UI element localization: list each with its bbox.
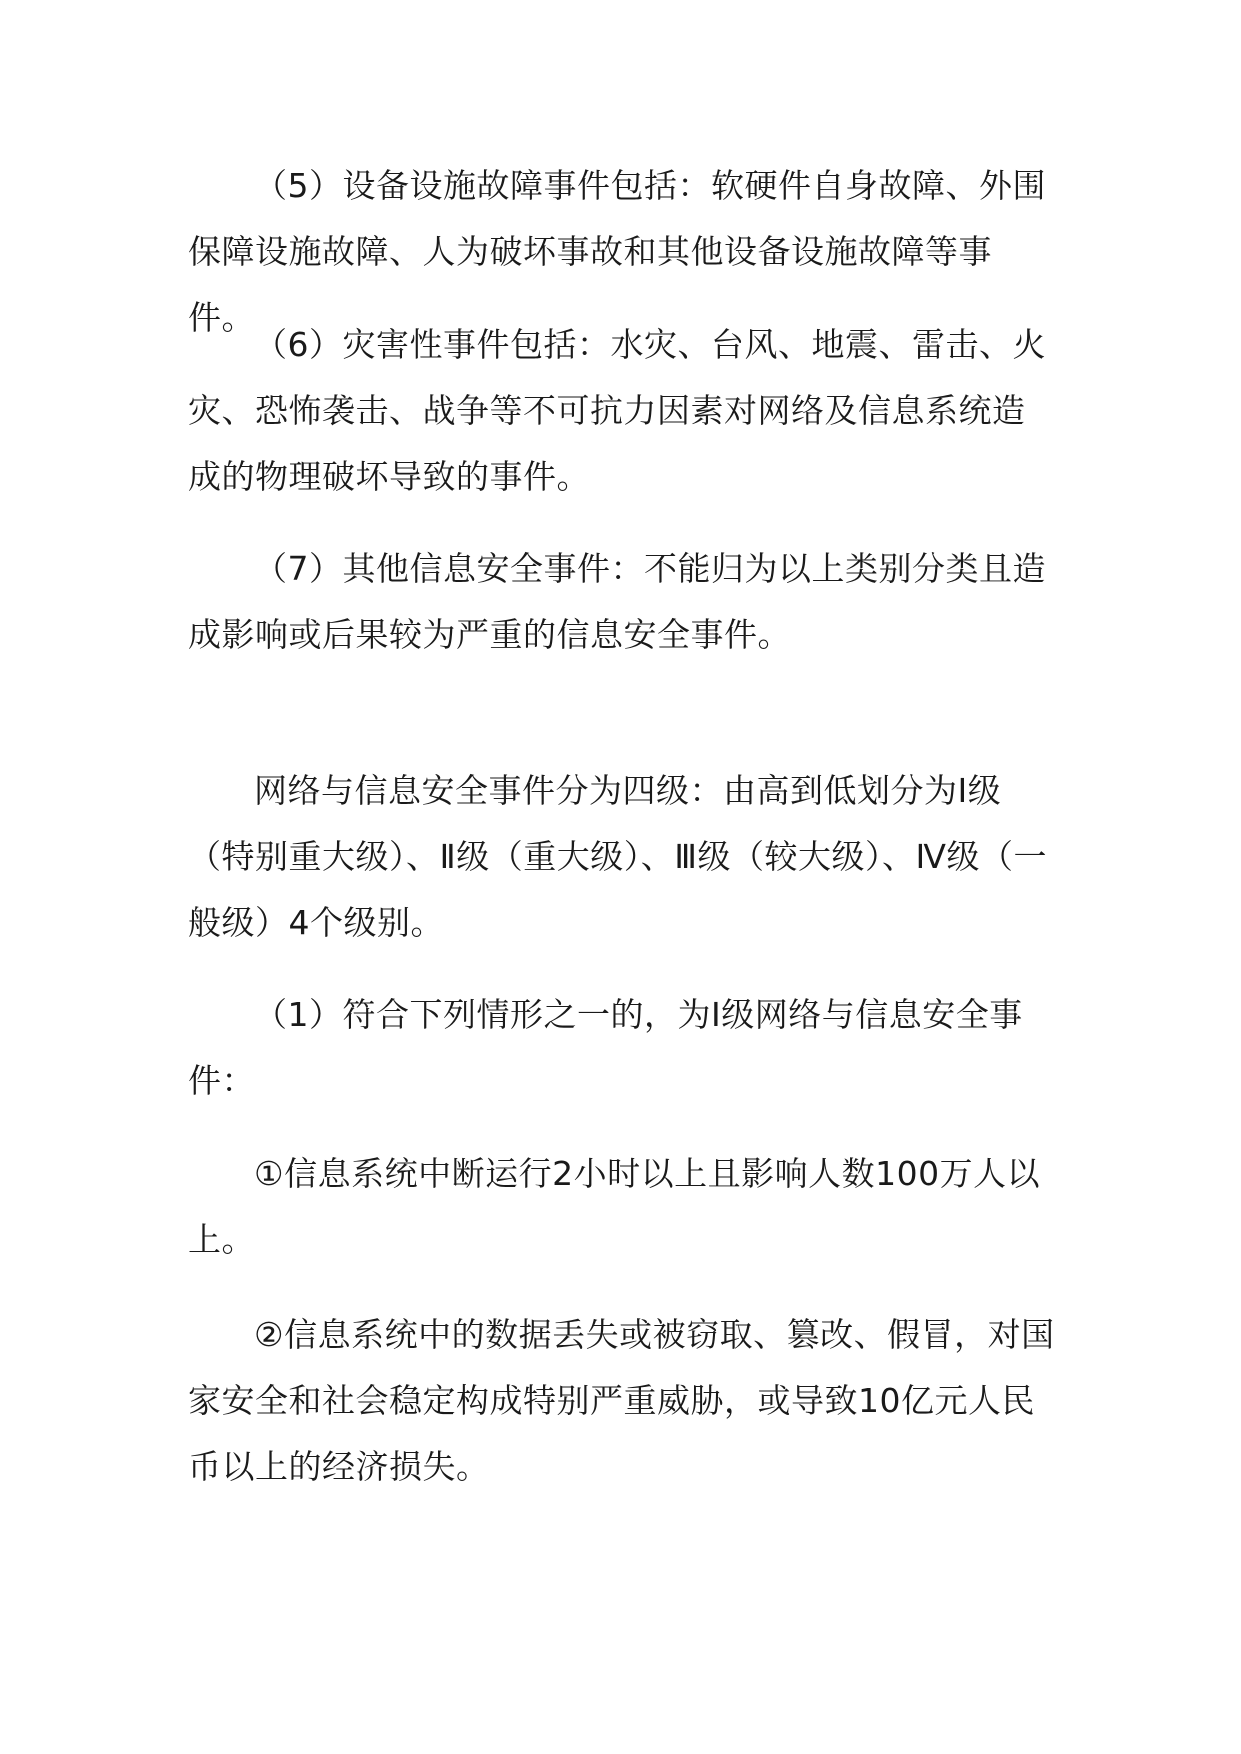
paragraph-disaster-events: （6）灾害性事件包括：水灾、台风、地震、雷击、火灾、恐怖袭击、战争等不可抗力因素对网络及信息系统造成的物理破坏导致的事件。: [188, 325, 1046, 496]
paragraph-level-one-criteria: （1）符合下列情形之一的，为Ⅰ级网络与信息安全事件：: [188, 995, 1023, 1100]
paragraph-other-events: （7）其他信息安全事件：不能归为以上类别分类且造成影响或后果较为严重的信息安全事件。: [188, 549, 1046, 654]
paragraph-equipment-failure: （5）设备设施故障事件包括：软硬件自身故障、外围保障设施故障、人为破坏事故和其他设备设施故障等事件。: [188, 166, 1046, 337]
paragraph-criterion-two: ②信息系统中的数据丢失或被窃取、篡改、假冒，对国家安全和社会稳定构成特别严重威胁，或导致10亿元人民币以上的经济损失。: [188, 1315, 1055, 1486]
paragraph-criterion-one: ①信息系统中断运行2小时以上且影响人数100万人以上。: [188, 1154, 1041, 1259]
paragraph-event-levels: 网络与信息安全事件分为四级：由高到低划分为Ⅰ级（特别重大级）、Ⅱ级（重大级）、Ⅲ级（较大级）、Ⅳ级（一般级）4个级别。: [188, 771, 1047, 942]
